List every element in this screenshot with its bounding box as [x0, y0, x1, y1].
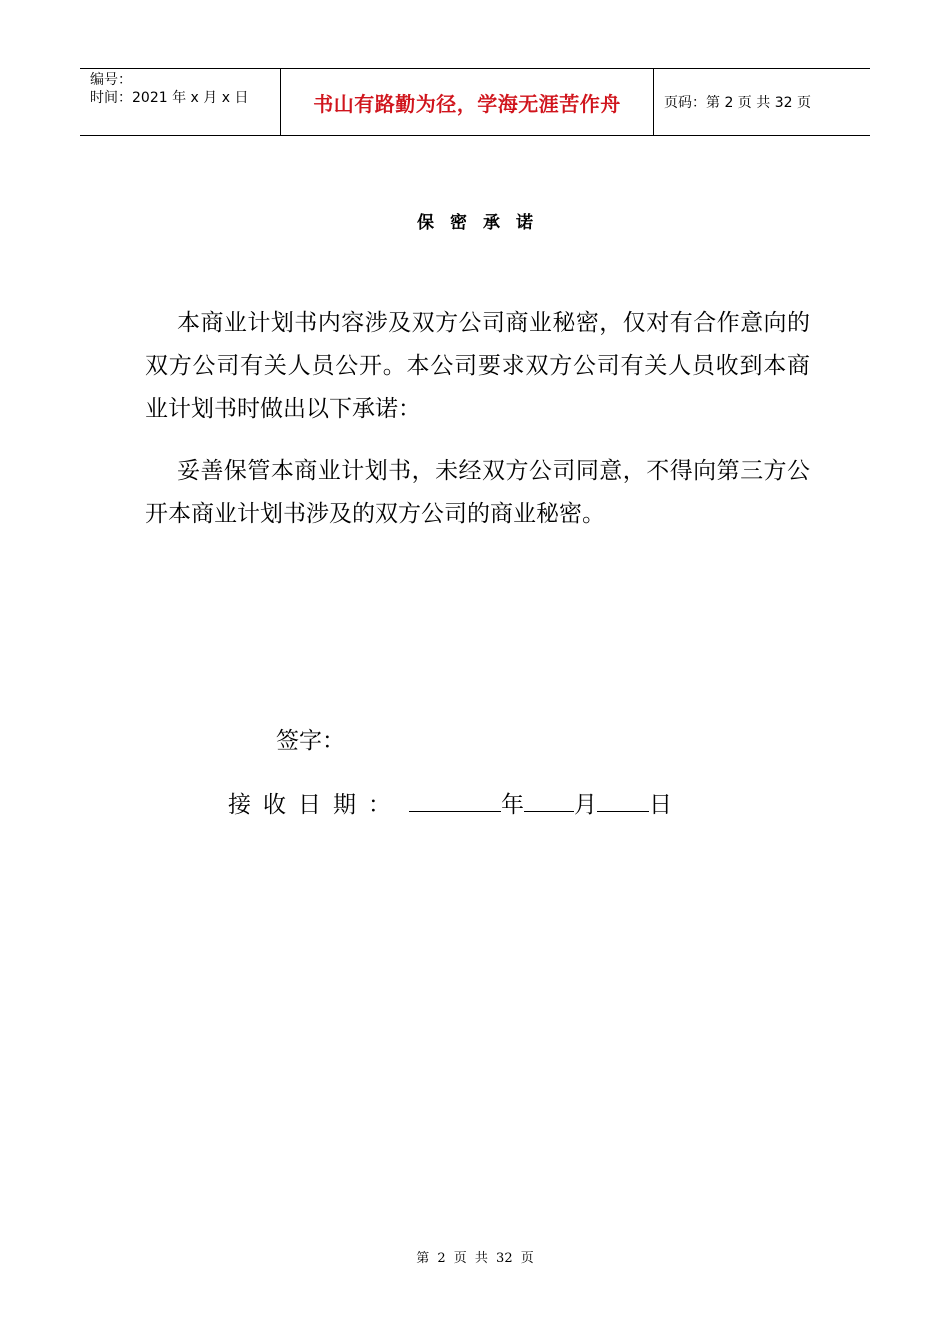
header-page-cell: [654, 69, 870, 135]
receive-date-row: [228, 785, 672, 819]
page-header: [80, 68, 870, 136]
day-blank: [597, 785, 649, 812]
signature-label: 签字：: [276, 728, 345, 754]
paragraph-confidentiality: 本商业计划书内容涉及双方公司商业秘密，仅对有合作意向的双方公司有关人员公开。本公司要求双方公司有关人员收到本商业计划书时做出以下承诺：: [145, 310, 810, 422]
paragraph-commitment: 妥善保管本商业计划书，未经双方公司同意，不得向第三方公开本商业计划书涉及的双方公司的商业秘密。: [145, 458, 810, 527]
day-label: 日: [649, 792, 672, 818]
page-footer: 第 2 页 共 32 页: [416, 1251, 534, 1266]
month-blank: [524, 785, 574, 812]
header-motto-cell: [281, 69, 654, 135]
month-label: 月: [574, 792, 597, 818]
receive-date-label: 接收日期：: [228, 792, 403, 818]
header-meta-cell: [80, 69, 281, 135]
header-page-info: 页码：第 2 页 共 32 页: [664, 95, 811, 111]
year-label: 年: [501, 792, 524, 818]
document-number-label: 编号：: [90, 72, 132, 88]
header-motto: 书山有路勤为径，学海无涯苦作舟: [313, 91, 621, 116]
document-title: 保密承诺: [417, 213, 549, 233]
year-blank: [409, 785, 501, 812]
document-date-label: 时间：2021 年 x 月 x 日: [90, 90, 249, 106]
